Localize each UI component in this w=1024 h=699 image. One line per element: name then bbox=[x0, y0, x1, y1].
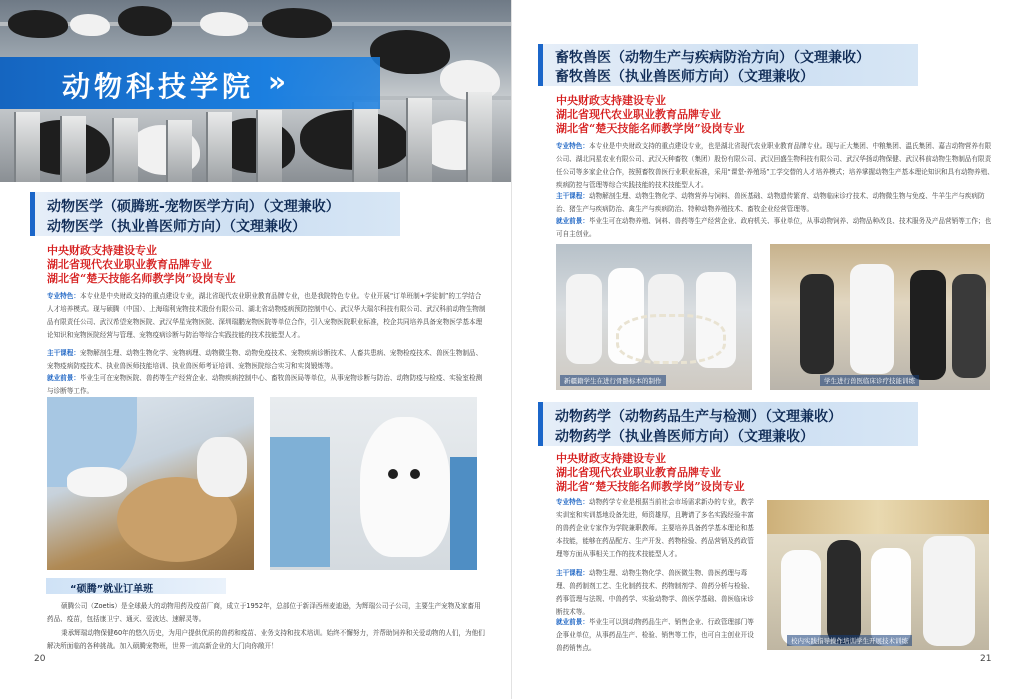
page-number: 21 bbox=[980, 654, 992, 664]
feature-text: 本专业是中央财政支持的重点建设专业，湖北省现代农业职业教育品牌专业，也是我院特色专业。专业开展“订单班制+学徒制”的工学结合人才培养模式。现与硕腾（中国）、上海瑞利宠物技术股份有限公司、湖北省动物疫病预防控制中心、武汉华大瑞尔科技有限公司、武汉科前动物生物制品有限责任公司、武汉希望宠物医院、武汉华星宠物医院、深圳瑞鹏宠物医院等单位合作，引入宠物医院职业标准，校企共同培养具备宠物医学基本理论知识和宠物医院经营与管理、宠物疫病诊断与防治等综合实践技能的技术技能型人才。 bbox=[47, 292, 486, 339]
section-header-animal-medicine bbox=[30, 192, 400, 236]
vet-sleeve bbox=[270, 437, 330, 567]
honor-line: 湖北省“楚天技能名师教学岗”设岗专业 bbox=[556, 480, 745, 493]
student-figure bbox=[800, 274, 834, 374]
stall-post bbox=[14, 112, 40, 182]
stall-post bbox=[206, 112, 232, 182]
cow bbox=[200, 12, 248, 36]
college-title-band bbox=[0, 57, 380, 109]
dog-body bbox=[360, 417, 450, 557]
photo-caption: 校内实践指导操作培训学生开展技术训练 bbox=[787, 635, 912, 646]
feature2-paragraph bbox=[556, 496, 756, 561]
order-paragraph-1 bbox=[47, 600, 487, 626]
page-number: 20 bbox=[34, 654, 46, 664]
honor-line: 湖北省“楚天技能名师教学岗”设岗专业 bbox=[47, 272, 236, 285]
feature-text: 动物药学专业是根据当前社会市场需求新办的专业，教学实训室和实训基地设备先进，师资雄厚，且聘请了多名实践经验丰富的兽药企业专家作为学院兼职教师。主要培养具备药学基本理论和基本技能，能够在药品配方、生产开发、药物检验、药品营销及药政管理等方面从事相关工作的技术技能型人才。 bbox=[556, 498, 754, 558]
courses-label: 主干课程： bbox=[556, 192, 589, 200]
college-title: 动物科技学院 bbox=[62, 70, 255, 103]
courses-text: 动物生理、动物生物化学、兽医微生物、兽医药理与毒理、兽药制剂工艺、生化制药技术、药物制剂学、兽药分析与检验、药事管理与法规、中兽药学、实验动物学、兽医学基础、兽医临床诊断技术等。 bbox=[556, 569, 754, 616]
section-header-line: 畜牧兽医（执业兽医师方向）（文理兼收） bbox=[555, 69, 814, 85]
stall-post bbox=[406, 98, 432, 182]
honor-line: 湖北省现代农业职业教育品牌专业 bbox=[556, 108, 721, 121]
order-class-title: “硕腾”就业订单班 bbox=[70, 584, 154, 595]
glove bbox=[67, 467, 127, 497]
cow bbox=[118, 6, 172, 36]
stall-post bbox=[112, 118, 138, 182]
jobs2-paragraph bbox=[556, 616, 756, 655]
dog-eye bbox=[388, 469, 398, 479]
cow bbox=[370, 30, 450, 74]
courses-text: 宠物解剖生理、动物生物化学、宠物病理、动物微生物、动物免疫技术、宠物疾病诊断技术、人畜共患病、宠物检疫技术、兽医生物制品、宠物疫病防疫技术、执业兽医师技能培训、执业兽医师考证培训、宠物医院综合实习和实岗锻炼等。 bbox=[47, 349, 483, 370]
right-page bbox=[512, 0, 1024, 699]
section-header-line: 动物药学（动物药品生产与检测）（文理兼收） bbox=[555, 409, 842, 425]
courses-paragraph bbox=[556, 190, 996, 216]
order-paragraph-2 bbox=[47, 627, 487, 653]
jobs-paragraph bbox=[556, 215, 996, 241]
courses-label: 主干课程： bbox=[47, 349, 80, 357]
honor-line: 湖北省现代农业职业教育品牌专业 bbox=[47, 258, 212, 271]
cow bbox=[8, 10, 68, 38]
section-header-line: 动物医学（硕腾班-宠物医学方向）（文理兼收） bbox=[47, 199, 340, 215]
student-figure bbox=[827, 540, 861, 644]
cow bbox=[262, 8, 332, 38]
instructor-figure bbox=[850, 264, 894, 374]
feature-text: 本专业是中央财政支持的重点建设专业，也是湖北省现代农业职业教育品牌专业。现与正大集团、中粮集团、温氏集团、嘉吉动物营养有限公司、湖北同星农业有限公司、武汉天种畜牧（集团）股份有限公司、武汉回盛生物科技有限公司、武汉华扬动物保健、武汉科前动物生物制品有限责任公司等多家企业合作，按照畜牧兽医行业职业标准，采用“课堂-养殖场”工学交替的人才培养模式；培养掌握动物生产基本理论知识和具有动物养殖、疾病防控与管理等综合实践技能的技术技能型人才。 bbox=[556, 142, 994, 189]
skeleton-specimen bbox=[616, 314, 726, 364]
honor-line: 中央财政支持建设专业 bbox=[556, 94, 666, 107]
stall-post bbox=[60, 116, 86, 182]
window-curtain bbox=[767, 500, 989, 534]
student-figure bbox=[952, 274, 986, 378]
order-class-bar bbox=[46, 578, 226, 594]
feature-paragraph bbox=[556, 140, 996, 192]
section-header-animal-pharmacy bbox=[538, 402, 918, 446]
feature-label: 专业特色： bbox=[556, 498, 589, 506]
jobs-text: 毕业生可在宠物医院、兽药等生产经营企业、动物疾病控制中心、畜牧兽医局等单位，从事宠物诊断与防治、动物防疫与检疫、实验室检测与诊断等工作。 bbox=[47, 374, 483, 395]
pharmacy-lab-photo bbox=[767, 500, 989, 650]
section-header-line: 动物医学（执业兽医师方向）（文理兼收） bbox=[47, 219, 306, 235]
student-figure bbox=[871, 548, 911, 646]
feature-label: 专业特色： bbox=[556, 142, 589, 150]
honor-line: 湖北省“楚天技能名师教学岗”设岗专业 bbox=[556, 122, 745, 135]
section-header-animal-husbandry bbox=[538, 44, 918, 86]
courses-label: 主干课程： bbox=[556, 569, 589, 577]
glove bbox=[197, 437, 247, 497]
jobs-text: 毕业生可以到动物药品生产、销售企业、行政管理部门等企事业单位，从事药品生产、检验、销售等工作，也可自主创业开设兽药销售点。 bbox=[556, 618, 754, 652]
courses2-paragraph bbox=[556, 567, 756, 619]
skeleton-lab-photo bbox=[556, 244, 752, 390]
vet-cat-photo bbox=[47, 397, 254, 570]
vet-dog-photo bbox=[270, 397, 477, 570]
order-text: 硕腾公司（Zoetis）是全球最大的动物用药及疫苗厂商，成立于1952年，总部位于新泽西州麦迪逊，为辉瑞公司子公司，主要生产宠物及家畜用药品、疫苗，包括康卫宁、通灭、爱波达、速解灵等。 bbox=[47, 602, 481, 623]
jobs-label: 就业前景： bbox=[556, 217, 589, 225]
student-figure bbox=[781, 550, 821, 646]
chevron-right-icon: » bbox=[268, 65, 287, 98]
stall-post bbox=[352, 102, 378, 182]
honor-line: 中央财政支持建设专业 bbox=[556, 452, 666, 465]
dog-eye bbox=[410, 469, 420, 479]
jobs-label: 就业前景： bbox=[47, 374, 80, 382]
jobs-label: 就业前景： bbox=[556, 618, 589, 626]
photo-caption: 学生进行兽医临床诊疗技能训练 bbox=[820, 375, 919, 386]
courses-paragraph bbox=[47, 347, 487, 373]
section-header-line: 动物药学（执业兽医师方向）（文理兼收） bbox=[555, 429, 814, 445]
feature-paragraph bbox=[47, 290, 487, 342]
courses-text: 动物解剖生理、动物生物化学、动物营养与饲料、兽医基础、动物遗传繁育、动物临床诊疗技术、动物微生物与免疫、牛羊生产与疾病防治、猪生产与疾病防治、禽生产与疾病防治、特种动物养殖技术、畜牧企业经营管理等。 bbox=[556, 192, 985, 213]
honor-line: 湖北省现代农业职业教育品牌专业 bbox=[556, 466, 721, 479]
section-header-line: 畜牧兽医（动物生产与疾病防治方向）（文理兼收） bbox=[555, 50, 870, 66]
stall-post bbox=[166, 120, 192, 182]
student-figure bbox=[566, 274, 602, 364]
vet-sleeve bbox=[450, 457, 477, 570]
student-figure bbox=[910, 270, 946, 380]
jobs-text: 毕业生可在动物养殖、饲料、兽药等生产经营企业、政府机关、事业单位，从事动物饲养、动物品种改良、技术服务及产品营销等工作；也可自主创业。 bbox=[556, 217, 992, 238]
cow bbox=[70, 14, 110, 36]
jobs-paragraph bbox=[47, 372, 487, 398]
stall-post bbox=[466, 92, 492, 182]
order-text: 秉承辉瑞动物保健60年的悠久历史，为用户提供优质的兽药和疫苗、业务支持和技术培训。始终不懈努力，并帮助饲养和关爱动物的人们，为他们解决所面临的各种挑战。加入硕腾宠物班，世界一流高新企业的大门向你敞开！ bbox=[47, 629, 485, 650]
feature-label: 专业特色： bbox=[47, 292, 80, 300]
barn-hero-photo bbox=[0, 0, 512, 182]
instructor-figure bbox=[923, 536, 975, 646]
clinic-training-photo bbox=[770, 244, 990, 390]
honor-line: 中央财政支持建设专业 bbox=[47, 244, 157, 257]
photo-caption: 新疆籍学生在进行骨骼标本的制作 bbox=[560, 375, 666, 386]
stall-post bbox=[256, 110, 282, 182]
